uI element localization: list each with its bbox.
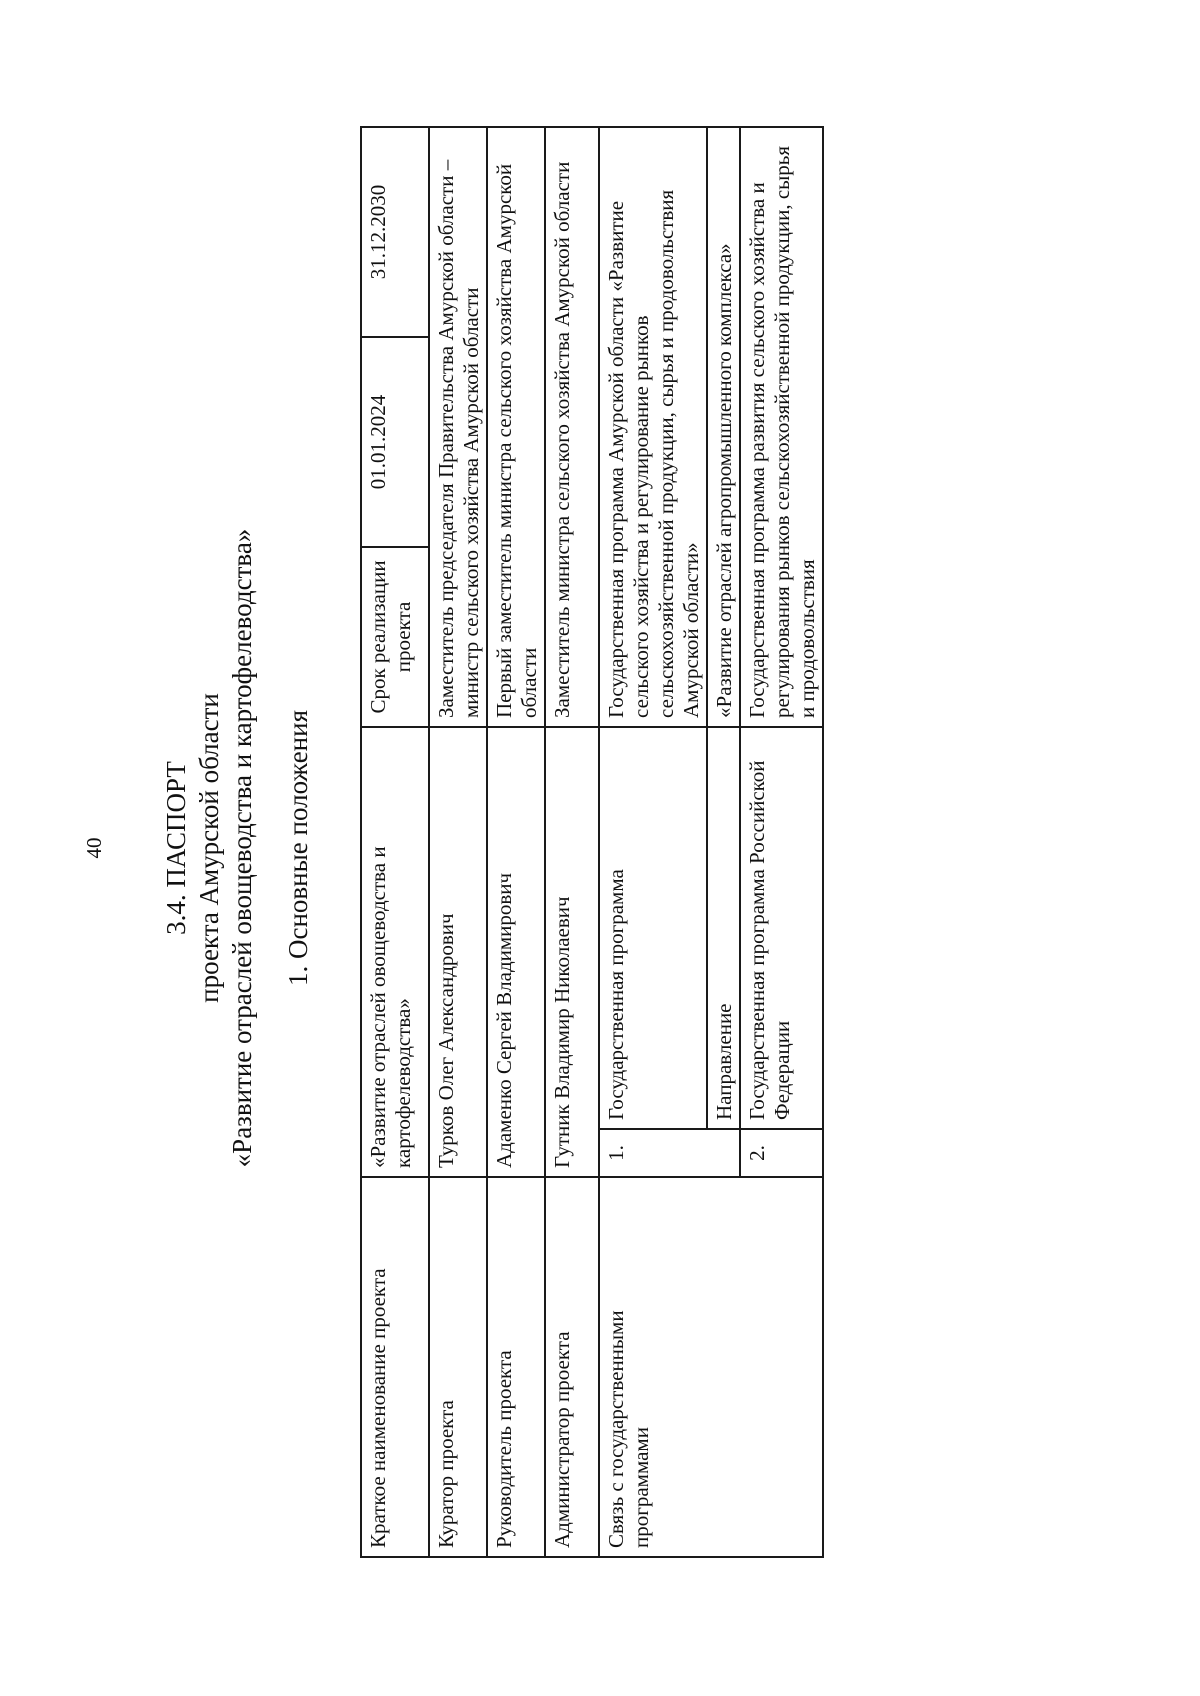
leader-name: Адаменко Сергей Владимирович [487, 727, 545, 1177]
start-date: 01.01.2024 [361, 337, 429, 547]
table-row [429, 127, 487, 1557]
curator-position: Заместитель председателя Правительства Амурской области – министр сельского хозяйства Амурской области [429, 127, 487, 727]
program-type-1: Государственная программа [599, 727, 707, 1129]
section-title: 1. Основные положения [283, 710, 313, 986]
program-type-2: Государственная программа Российской Федерации [740, 727, 823, 1129]
table-row [599, 127, 707, 1557]
row-label-curator: Куратор проекта [429, 1177, 487, 1557]
program-value-2: Государственная программа развития сельского хозяйства и регулирования рынков сельскохозяйственной продукции, сырья и продовольствия [740, 127, 823, 727]
curator-name: Турков Олег Александрович [429, 727, 487, 1177]
row-label-short-name: Краткое наименование проекта [361, 1177, 429, 1557]
end-date: 31.12.2030 [361, 127, 429, 337]
administrator-name: Гутник Владимир Николаевич [545, 727, 599, 1177]
leader-position: Первый заместитель министра сельского хозяйства Амурской области [487, 127, 545, 727]
direction-label: Направление [707, 727, 740, 1129]
title-line-3: «Развитие отраслей овощеводства и картофелеводства» [227, 528, 257, 1168]
direction-value: «Развитие отраслей агропромышленного комплекса» [707, 127, 740, 727]
table-row [487, 127, 545, 1557]
program-value-1: Государственная программа Амурской области «Развитие сельского хозяйства и регулирование рынков сельскохозяйственной продукции, сырья и продовольствия Амурской области» [599, 127, 707, 727]
page-number: 40 [82, 837, 106, 859]
program-number-2: 2. [740, 1129, 823, 1177]
row-label-leader: Руководитель проекта [487, 1177, 545, 1557]
title-line-2: проекта Амурской области [194, 693, 224, 1003]
title-line-1: 3.4. ПАСПОРТ [161, 761, 191, 935]
program-number-1: 1. [599, 1129, 740, 1177]
passport-table [360, 126, 824, 1558]
administrator-position: Заместитель министра сельского хозяйства Амурской области [545, 127, 599, 727]
document-title [160, 0, 259, 1696]
short-name-value: «Развитие отраслей овощеводства и картофелеводства» [361, 727, 429, 1177]
table-row [361, 127, 429, 1557]
term-label: Срок реализации проекта [361, 547, 429, 727]
row-label-programs: Связь с государственными программами [599, 1177, 823, 1557]
table-row [545, 127, 599, 1557]
row-label-administrator: Администратор проекта [545, 1177, 599, 1557]
